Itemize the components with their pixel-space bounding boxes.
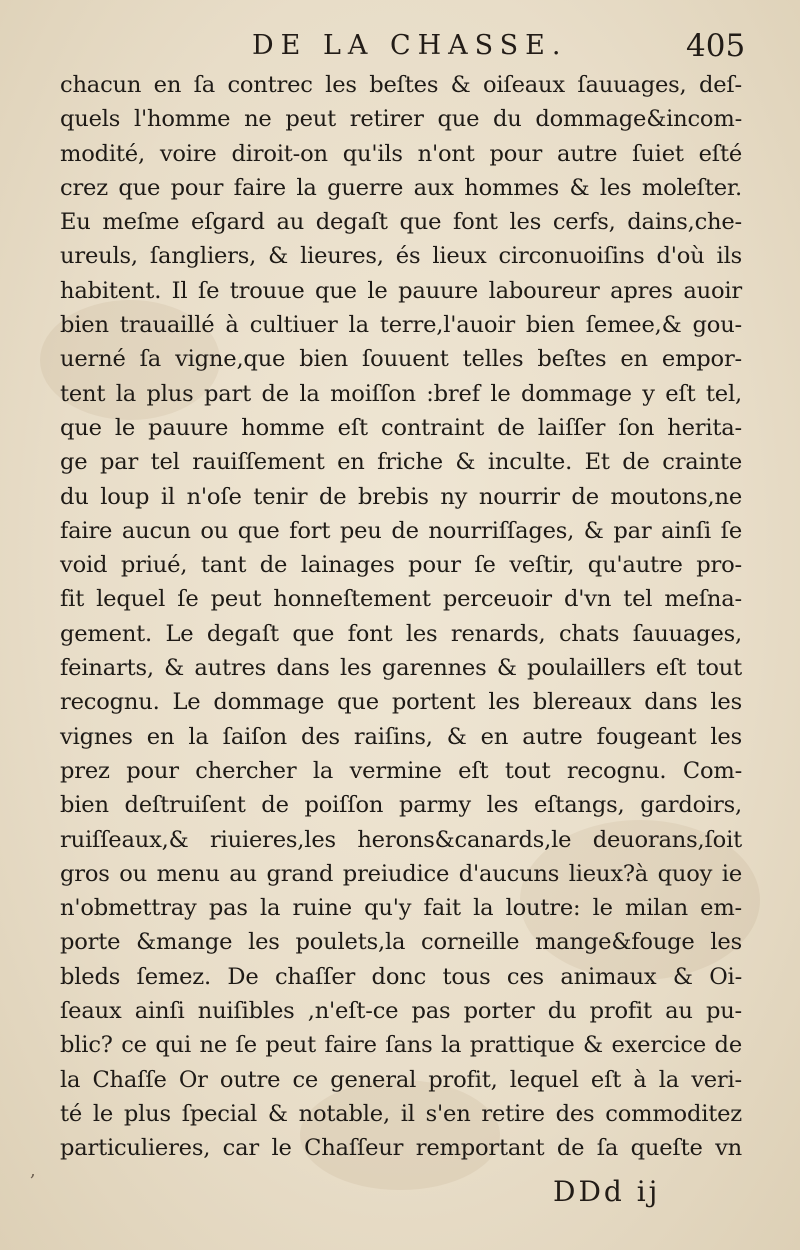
text-line: ge par tel rauiſſement en friche & inculte. Et de crainte [60, 449, 742, 476]
text-line: bleds ſemez. De chaſſer donc tous ces animaux & Oi- [60, 963, 742, 990]
text-line: porte &mange les poulets,la corneille mange&fouge les [60, 929, 742, 956]
text-line: prez pour chercher la vermine eſt tout recognu. Com- [60, 757, 742, 784]
text-line: ſeaux ainſi nuiſibles ,n'eſt-ce pas porter du profit au pu- [60, 998, 742, 1025]
text-line: ruiſſeaux,& riuieres,les herons&canards,le deuorans,ſoit [60, 826, 742, 853]
text-line: bien deſtruiſent de poiſſon parmy les eſtangs, gardoirs, [60, 792, 742, 819]
text-line: uerné ſa vigne,que bien ſouuent telles beſtes en empor- [60, 346, 742, 373]
text-line: Eu meſme eſgard au degaſt que font les cerfs, dains,che- [60, 209, 742, 236]
text-line: la Chaſſe Or outre ce general profit, lequel eſt à la veri- [60, 1066, 742, 1093]
text-line: que le pauure homme eſt contraint de laiſſer ſon herita- [60, 414, 742, 441]
text-line: vignes en la ſaiſon des raiſins, & en autre fougeant les [60, 723, 742, 750]
running-title: DE LA CHASSE. [252, 30, 568, 61]
text-line: bien trauaillé à cultiuer la terre,l'auoir bien ſemee,& gou- [60, 312, 742, 339]
text-line: modité, voire diroit-on qu'ils n'ont pour autre ſuiet eſté [60, 140, 742, 167]
text-line: n'obmettray pas la ruine qu'y fait la loutre: le milan em- [60, 895, 742, 922]
margin-mark: , [30, 1160, 36, 1181]
text-line: gros ou menu au grand preiudice d'aucuns lieux?à quoy ie [60, 860, 742, 887]
text-line: particulieres, car le Chaſſeur remportant de ſa queſte vn [60, 1135, 742, 1162]
running-head [0, 26, 800, 66]
text-line: gement. Le degaſt que font les renards, chats ſauuages, [60, 620, 742, 647]
text-line: habitent. Il ſe trouue que le pauure laboureur apres auoir [60, 277, 742, 304]
text-line: recognu. Le dommage que portent les blereaux dans les [60, 689, 742, 716]
text-line: faire aucun ou que fort peu de nourriſſages, & par ainſi ſe [60, 517, 742, 544]
text-line: ureuls, ſangliers, & lieures, és lieux circonuoiſins d'où ils [60, 243, 742, 270]
body-text [60, 68, 742, 1166]
signature-mark: DDd ij [553, 1175, 661, 1208]
text-line: fit lequel ſe peut honneſtement perceuoir d'vn tel meſna- [60, 586, 742, 613]
text-line: blic? ce qui ne ſe peut faire ſans la prattique & exercice de [60, 1032, 742, 1059]
text-line: quels l'homme ne peut retirer que du dommage&incom- [60, 106, 742, 133]
text-line: té le plus ſpecial & notable, il s'en retire des commoditez [60, 1100, 742, 1127]
text-line: chacun en ſa contrec les beſtes & oiſeaux ſauuages, deſ- [60, 72, 742, 98]
text-line: du loup il n'oſe tenir de brebis ny nourrir de moutons,ne [60, 483, 742, 510]
text-line: crez que pour faire la guerre aux hommes & les moleſter. [60, 174, 742, 201]
text-line: feinarts, & autres dans les garennes & poulaillers eſt tout [60, 655, 742, 682]
page-number: 405 [686, 28, 746, 64]
text-line: tent la plus part de la moiſſon :bref le dommage y eſt tel, [60, 380, 742, 407]
text-line: void priué, tant de lainages pour ſe veſtir, qu'autre pro- [60, 552, 742, 579]
